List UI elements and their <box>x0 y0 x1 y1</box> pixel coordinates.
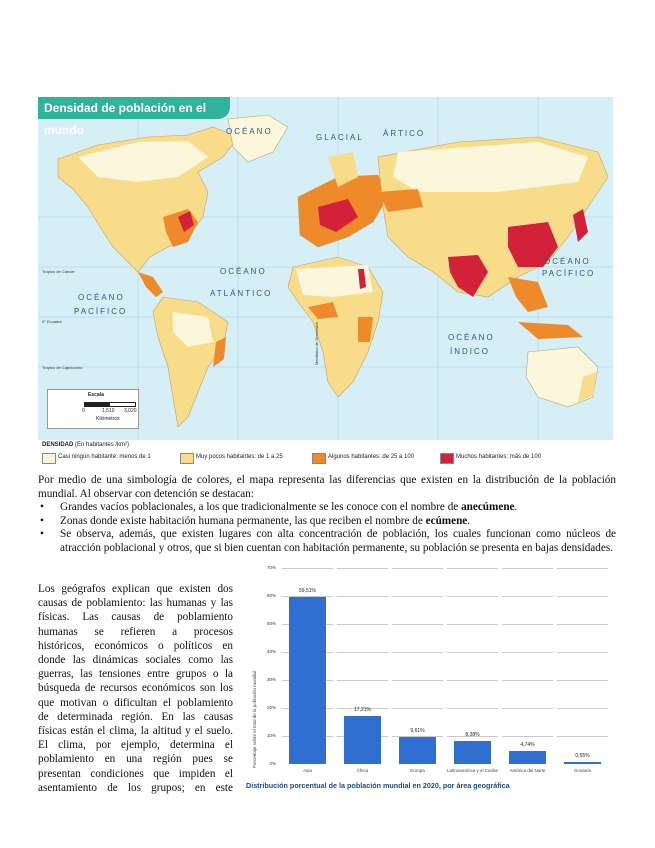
bar-asia <box>289 597 326 764</box>
southeast-asia <box>508 277 548 312</box>
grid-line <box>337 624 388 625</box>
bullet-1-body: Grandes vacíos poblacionales, a los que tradicionalmente se les conoce con el nombre de <box>60 501 462 513</box>
label-pacific-east-1: OCÉANO <box>544 257 591 266</box>
left-line: El clima, por ejemplo, determina el <box>38 739 233 752</box>
greenland <box>228 115 288 162</box>
bar-value-label: 9,61% <box>410 728 425 735</box>
grid-line <box>282 568 333 569</box>
grid-line <box>557 680 608 681</box>
grid-line <box>502 736 553 737</box>
japan <box>573 209 588 242</box>
population-bar-chart <box>246 558 616 796</box>
left-line: de determinada región. En las causas <box>38 710 233 723</box>
label-arctic-ocean-1: OCÉANO <box>226 127 273 136</box>
label-tropic-capricorn: Trópico de Capricornio <box>42 365 83 370</box>
bullet-dot: • <box>40 528 44 540</box>
legend-label-2: Muy pocos habitantes: de 1 a 25 <box>196 454 283 460</box>
legend-swatch-3 <box>312 453 326 464</box>
grid-line <box>447 652 498 653</box>
grid-line <box>337 652 388 653</box>
left-line: búsqueda de recursos económicos son los <box>38 682 233 695</box>
x-tick-label: América del Norte <box>509 768 546 773</box>
bar-value-label: 8,38% <box>465 731 480 738</box>
label-equator: 0° Ecuador <box>42 319 62 324</box>
label-greenwich: Meridiano de Greenwich <box>314 321 319 365</box>
label-atlantic-ocean-2: ATLÁNTICO <box>210 289 273 298</box>
legend-label-4: Muchos habitantes: más de 100 <box>456 454 542 460</box>
grid-line <box>392 708 443 709</box>
bullet-1-term: anecúmene <box>461 501 515 513</box>
label-pacific-west-1: OCÉANO <box>78 293 125 302</box>
left-line: históricos, económicos o políticos en <box>38 639 233 652</box>
world-population-density-map <box>38 97 613 475</box>
map-title: Densidad de población en el mundo <box>38 97 230 119</box>
x-tick-label: Europa <box>410 768 425 773</box>
legend-swatch-1 <box>42 453 56 464</box>
bullet-1-end: . <box>514 501 518 513</box>
bullet-dot: • <box>40 501 44 513</box>
bullet-1-text <box>60 501 616 515</box>
y-tick-label: 50% <box>266 621 276 626</box>
bar--frica <box>344 716 381 764</box>
legend-unit: (En habitantes /km²) <box>75 442 130 448</box>
grid-line <box>392 652 443 653</box>
bullet-dot: • <box>40 515 44 527</box>
bar-am-rica-del-norte <box>509 751 546 764</box>
bar-value-label: 17,21% <box>354 706 371 713</box>
grid-line <box>447 680 498 681</box>
grid-line <box>557 652 608 653</box>
y-tick-label: 10% <box>266 733 276 738</box>
label-arctic-ocean-3: ÁRTICO <box>383 129 426 138</box>
y-tick-label: 40% <box>266 649 276 654</box>
scale-tick-2: 3,020 <box>124 408 137 414</box>
bar-value-label: 4,74% <box>520 741 535 748</box>
left-line: Los geógrafos explican que existen dos <box>38 583 233 595</box>
map-legend <box>38 440 613 475</box>
grid-line <box>557 624 608 625</box>
bullet-2-end: . <box>467 515 471 527</box>
label-indian-ocean-1: OCÉANO <box>448 333 495 342</box>
bullet-1 <box>38 501 616 515</box>
left-line: donde las dinámicas sociales como las <box>38 654 233 667</box>
bar-europa <box>399 737 436 764</box>
left-line: causas de poblamiento: las humanas y las <box>38 597 233 610</box>
grid-line <box>502 568 553 569</box>
bullet-2-text <box>60 515 616 529</box>
grid-line <box>447 624 498 625</box>
label-pacific-west-2: PACÍFICO <box>74 307 128 316</box>
grid-line <box>392 568 443 569</box>
grid-line <box>502 680 553 681</box>
x-tick-label: Latinoamérica y el Caribe <box>446 768 499 773</box>
x-tick-label: Asia <box>303 768 312 773</box>
grid-line <box>447 596 498 597</box>
y-tick-label: 70% <box>266 565 276 570</box>
bullet-2-term: ecúmene <box>425 515 468 527</box>
legend-swatch-2 <box>180 453 194 464</box>
y-tick-label: 30% <box>266 677 276 682</box>
central-america <box>138 272 163 297</box>
grid-line <box>392 680 443 681</box>
left-line: poblamiento en una región pues se <box>38 753 233 766</box>
left-column-text <box>38 582 233 795</box>
grid-line <box>557 736 608 737</box>
scale-unit: Kilómetros <box>96 416 120 422</box>
bar-latinoam-rica-y-el-caribe <box>454 741 491 764</box>
grid-line <box>337 568 388 569</box>
bar-value-label: 59,51% <box>299 588 316 595</box>
left-line: físicas. Las causas de poblamiento <box>38 611 233 624</box>
legend-title <box>42 442 129 448</box>
bullet-3-text: Se observa, además, que existen lugares con alta concentración de población, los cuales funcionan como núcleos de atracción poblacional y otros, que si bien cuentan con habitación permanente, su población se presenta en bajas densidades. <box>60 528 616 554</box>
label-arctic-ocean-2: GLACIAL <box>316 133 364 142</box>
grid-line <box>502 708 553 709</box>
scale-bar <box>84 402 136 407</box>
label-indian-ocean-2: ÍNDICO <box>450 347 490 356</box>
scale-tick-0: 0 <box>82 408 85 414</box>
left-line: asentamiento de los grupos; en este <box>38 781 233 794</box>
indonesia <box>518 322 583 339</box>
chart-y-axis-label: Porcentaje sobre el total de la población mundial <box>252 670 257 768</box>
grid-line <box>337 596 388 597</box>
left-line: guerras, las tensiones entre grupos o la <box>38 668 233 681</box>
bar-value-label: 0,55% <box>575 753 590 760</box>
left-line: presentan condiciones que impiden el <box>38 767 233 780</box>
scale-title: Escala <box>88 392 104 398</box>
y-tick-label: 0% <box>269 761 276 766</box>
grid-line <box>557 596 608 597</box>
grid-line <box>557 708 608 709</box>
grid-line <box>447 568 498 569</box>
legend-title-text: DENSIDAD <box>42 442 74 448</box>
label-atlantic-ocean-1: OCÉANO <box>220 267 267 276</box>
label-tropic-cancer: Trópico de Cáncer <box>42 269 75 274</box>
bullet-2-body: Zonas donde existe habitación humana permanente, las que reciben el nombre de <box>60 515 426 527</box>
legend-label-3: Algunos habitantes: de 25 a 100 <box>328 454 415 460</box>
grid-line <box>447 708 498 709</box>
x-tick-label: África <box>356 768 369 773</box>
grid-line <box>392 624 443 625</box>
scale-tick-1: 1,510 <box>102 408 115 414</box>
y-tick-label: 60% <box>266 593 276 598</box>
map-scale <box>47 389 139 429</box>
bullet-2 <box>38 515 616 529</box>
label-pacific-east-2: PACÍFICO <box>542 269 596 278</box>
y-tick-label: 20% <box>266 705 276 710</box>
left-line: físicas están el clima, la altitud y el suelo. <box>38 725 233 738</box>
grid-line <box>557 568 608 569</box>
legend-swatch-4 <box>440 453 454 464</box>
grid-line <box>502 624 553 625</box>
grid-line <box>502 652 553 653</box>
left-line: humanas se refieren a procesos <box>38 625 233 638</box>
grid-line <box>337 680 388 681</box>
grid-line <box>502 596 553 597</box>
x-tick-label: Oceanía <box>573 768 591 773</box>
bar-ocean-a <box>564 762 601 764</box>
legend-label-1: Casi ningún habitante: menos de 1 <box>58 454 151 460</box>
left-line: que motivan o dificultan el poblamiento <box>38 696 233 709</box>
intro-paragraph: Por medio de una simbología de colores, el mapa representa las diferencias que existen en la distribución de la población mundial. Al observar con detención se destacan: <box>38 474 616 500</box>
chart-caption: Distribución porcentual de la población mundial en 2020, por área geográfica <box>246 781 510 790</box>
grid-line <box>392 596 443 597</box>
